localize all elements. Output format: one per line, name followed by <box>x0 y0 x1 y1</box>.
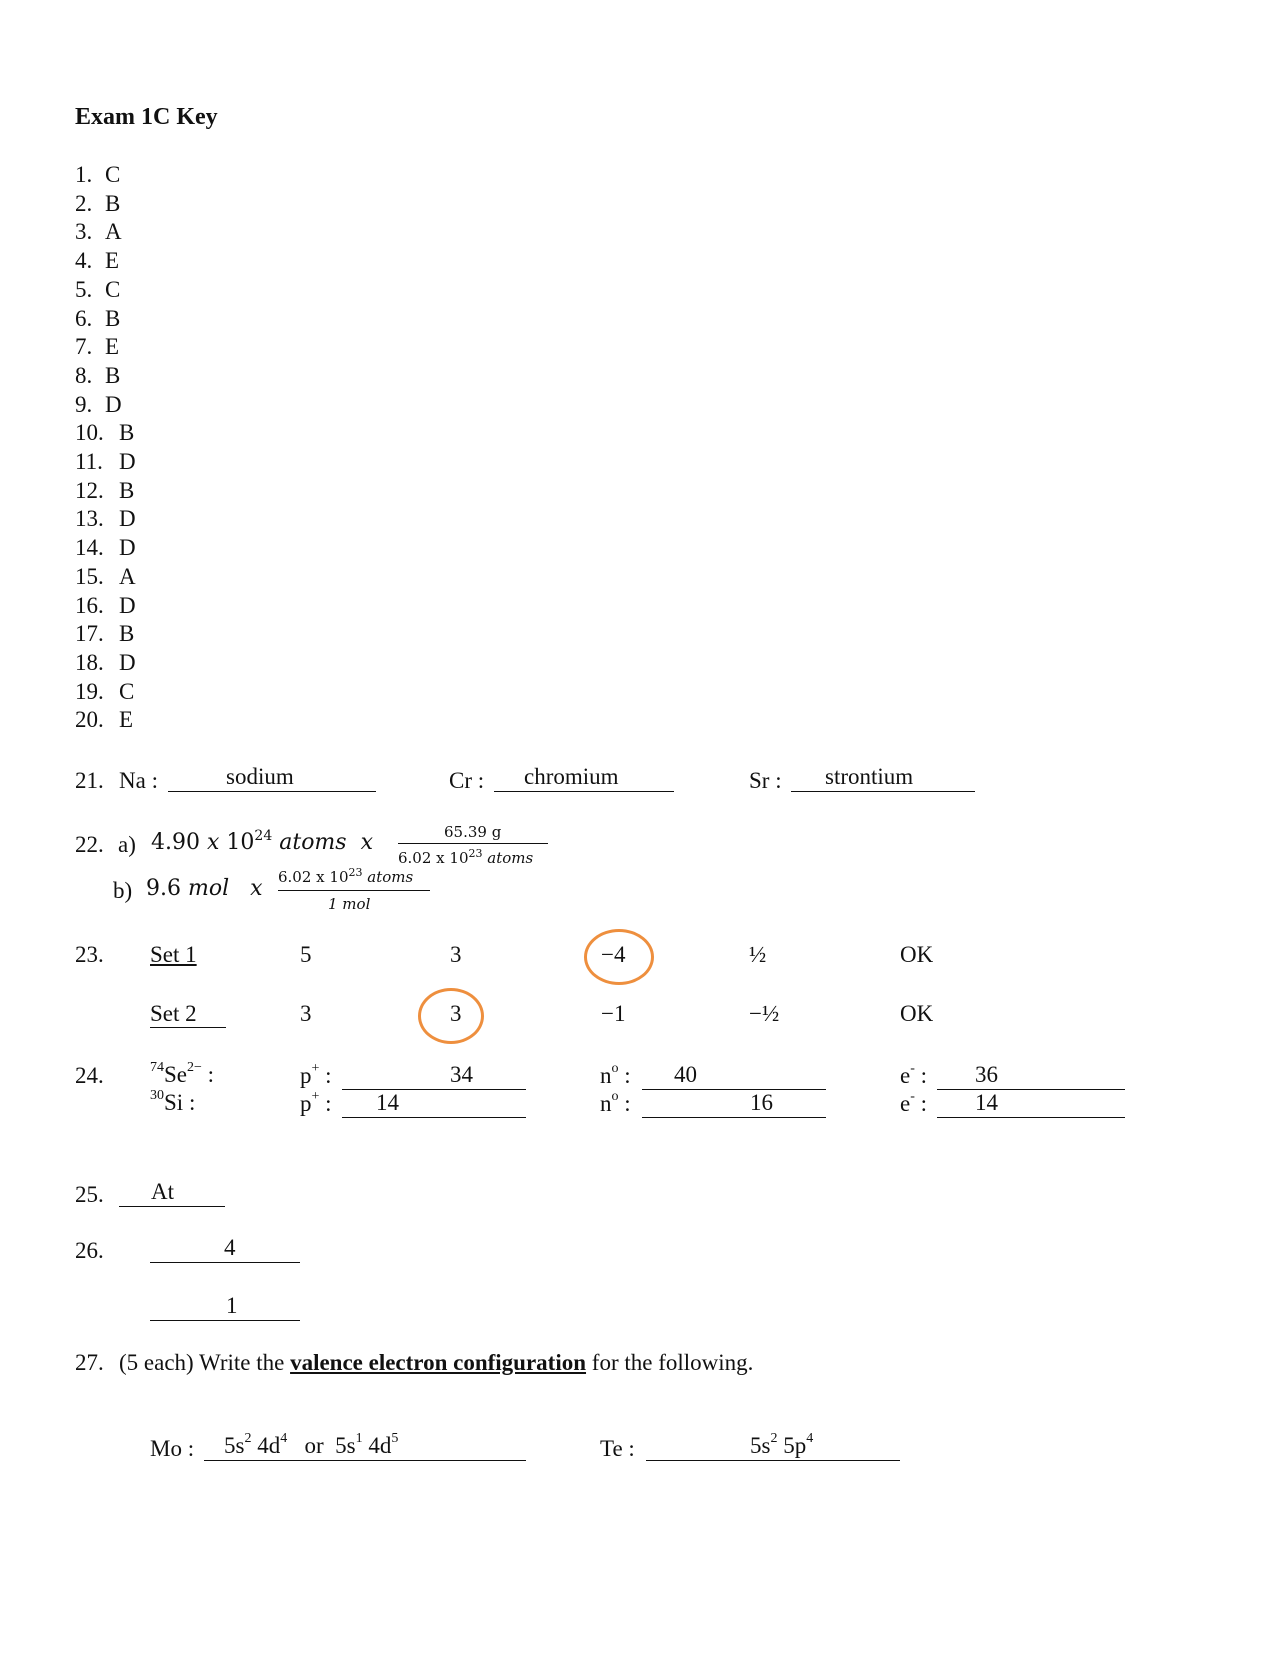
q22b-numerator: 6.02 x $10^{23}$ atoms <box>278 866 414 886</box>
mc-answer: D <box>105 392 122 417</box>
mc-answer: E <box>119 707 134 732</box>
mc-question-number: 11. <box>75 449 103 474</box>
q23-set1-status: OK <box>900 942 934 967</box>
question-24-number: 24. <box>75 1063 104 1088</box>
q24-si-neutron-label: $n^o$ : <box>600 1089 631 1116</box>
q23-set2-label: Set 2 <box>150 1001 197 1026</box>
q22-part-a-label: a) <box>118 832 136 857</box>
page-title: Exam 1C Key <box>75 104 218 130</box>
question-22-number: 22. <box>75 832 104 857</box>
mc-question-number: 8. <box>75 363 93 388</box>
q26-answer-2: 1 <box>226 1293 238 1318</box>
q24-se-neutron-blank <box>642 1063 826 1090</box>
q24-se-protons: 34 <box>450 1062 473 1087</box>
q27-te-blank <box>646 1431 900 1461</box>
q26-blank-2 <box>150 1294 300 1321</box>
question-23-number: 23. <box>75 942 104 967</box>
q21-na-label: Na : <box>119 768 158 793</box>
mc-question-number: 3. <box>75 219 93 244</box>
mc-answer: C <box>105 162 121 187</box>
q24-si-neutron-blank <box>642 1091 826 1118</box>
mc-answer: D <box>119 650 136 675</box>
q23-set2-l-circle <box>418 988 484 1044</box>
mc-question-number: 7. <box>75 334 93 359</box>
q24-si-protons: 14 <box>376 1090 399 1115</box>
mc-question-number: 15. <box>75 564 104 589</box>
mc-question-number: 1. <box>75 162 93 187</box>
mc-question-number: 17. <box>75 621 104 646</box>
q23-set1-n: 5 <box>300 942 312 967</box>
q24-se-proton-label: p+ : <box>300 1061 332 1088</box>
q23-set1-ms: ½ <box>749 942 767 967</box>
q24-se-neutrons: 40 <box>674 1062 697 1087</box>
mc-answer: B <box>119 621 135 646</box>
q23-set1-ml: −4 <box>601 942 626 967</box>
mc-question-number: 16. <box>75 593 104 618</box>
q24-se-electron-label: e- : <box>900 1061 928 1088</box>
q23-set2-ms: −½ <box>749 1001 780 1026</box>
mc-answer: C <box>119 679 135 704</box>
q22a-fraction-bar <box>398 843 548 844</box>
mc-answer: B <box>119 478 135 503</box>
mc-answer: A <box>119 564 136 589</box>
q23-set2-l: 3 <box>450 1001 462 1026</box>
q27-mo-label: Mo : <box>150 1436 195 1461</box>
mc-question-number: 20. <box>75 707 104 732</box>
q21-sr-blank <box>791 765 975 792</box>
mc-question-number: 19. <box>75 679 104 704</box>
mc-question-number: 18. <box>75 650 104 675</box>
q21-sr-answer: strontium <box>825 764 914 789</box>
q23-set2-status: OK <box>900 1001 934 1026</box>
q21-na-blank <box>168 765 376 792</box>
question-21-number: 21. <box>75 768 104 793</box>
q22-part-b-label: b) <box>113 878 133 903</box>
mc-answer: B <box>105 306 121 331</box>
mc-answer: A <box>105 219 122 244</box>
q27-mo-blank <box>204 1431 526 1461</box>
mc-question-number: 6. <box>75 306 93 331</box>
mc-answer: D <box>119 449 136 474</box>
mc-answer: C <box>105 277 121 302</box>
q24-si-proton-blank <box>342 1091 526 1118</box>
q24-se-isotope: $^{74}Se^{2-}$ : <box>150 1060 215 1087</box>
q24-se-proton-blank <box>342 1063 526 1090</box>
q24-si-proton-label: p+ : <box>300 1089 332 1116</box>
mc-question-number: 13. <box>75 506 104 531</box>
q25-answer: At <box>151 1179 174 1204</box>
mc-question-number: 12. <box>75 478 104 503</box>
q25-blank <box>119 1180 225 1207</box>
q22b-denominator: 1 mol <box>328 895 371 913</box>
question-27-number: 27. <box>75 1350 104 1375</box>
q24-se-electrons: 36 <box>975 1062 998 1087</box>
q22b-expression: 9.6 mol x <box>146 876 263 901</box>
q23-set1-l: 3 <box>450 942 462 967</box>
question-26-number: 26. <box>75 1238 104 1263</box>
q24-si-electrons: 14 <box>975 1090 998 1115</box>
q21-na-answer: sodium <box>226 764 294 789</box>
mc-answer: B <box>105 363 121 388</box>
mc-answer: D <box>119 593 136 618</box>
q23-set1-ml-circle <box>584 929 654 985</box>
mc-answer: E <box>105 248 120 273</box>
q24-se-electron-blank <box>937 1063 1125 1090</box>
q24-si-isotope: $^{30}$Si : <box>150 1088 196 1115</box>
mc-question-number: 9. <box>75 392 93 417</box>
q24-si-neutrons: 16 <box>750 1090 773 1115</box>
q21-cr-label: Cr : <box>449 768 485 793</box>
mc-answer: E <box>105 334 120 359</box>
q23-set2-n: 3 <box>300 1001 312 1026</box>
q26-blank-1 <box>150 1236 300 1263</box>
q26-answer-1: 4 <box>224 1235 236 1260</box>
mc-answer: D <box>119 506 136 531</box>
mc-question-number: 5. <box>75 277 93 302</box>
q22a-denominator: 6.02 x $10^{23}$ atoms <box>398 847 534 867</box>
q21-cr-answer: chromium <box>524 764 619 789</box>
q23-set2-ml: −1 <box>601 1001 626 1026</box>
q21-cr-blank <box>494 765 674 792</box>
q24-se-neutron-label: $n^o$ : <box>600 1061 631 1088</box>
q27-prompt: (5 each) Write the valence electron configuration for the following. <box>119 1350 754 1375</box>
q24-si-electron-blank <box>937 1091 1125 1118</box>
q27-te-label: Te : <box>600 1436 635 1461</box>
mc-question-number: 10. <box>75 420 104 445</box>
mc-answer: D <box>119 535 136 560</box>
mc-question-number: 14. <box>75 535 104 560</box>
q23-set2-label-wrap <box>150 1001 226 1028</box>
q23-set1-label: Set 1 <box>150 942 197 967</box>
q22b-fraction-bar <box>278 890 430 891</box>
q27-mo-answer: $5s^2$ $4d^4$ or $5s^1$ $4d^5$ <box>224 1431 399 1458</box>
mc-question-number: 2. <box>75 191 93 216</box>
q22a-numerator: 65.39 g <box>444 823 502 841</box>
question-25-number: 25. <box>75 1182 104 1207</box>
mc-question-number: 4. <box>75 248 93 273</box>
q27-te-answer: $5s^2$ $5p^4$ <box>750 1431 814 1458</box>
mc-answer: B <box>119 420 135 445</box>
q21-sr-label: Sr : <box>749 768 782 793</box>
q24-si-electron-label: e- : <box>900 1089 928 1116</box>
q22a-expression: 4.90 x $10^{24}$ atoms x <box>151 828 374 855</box>
mc-answer: B <box>105 191 121 216</box>
